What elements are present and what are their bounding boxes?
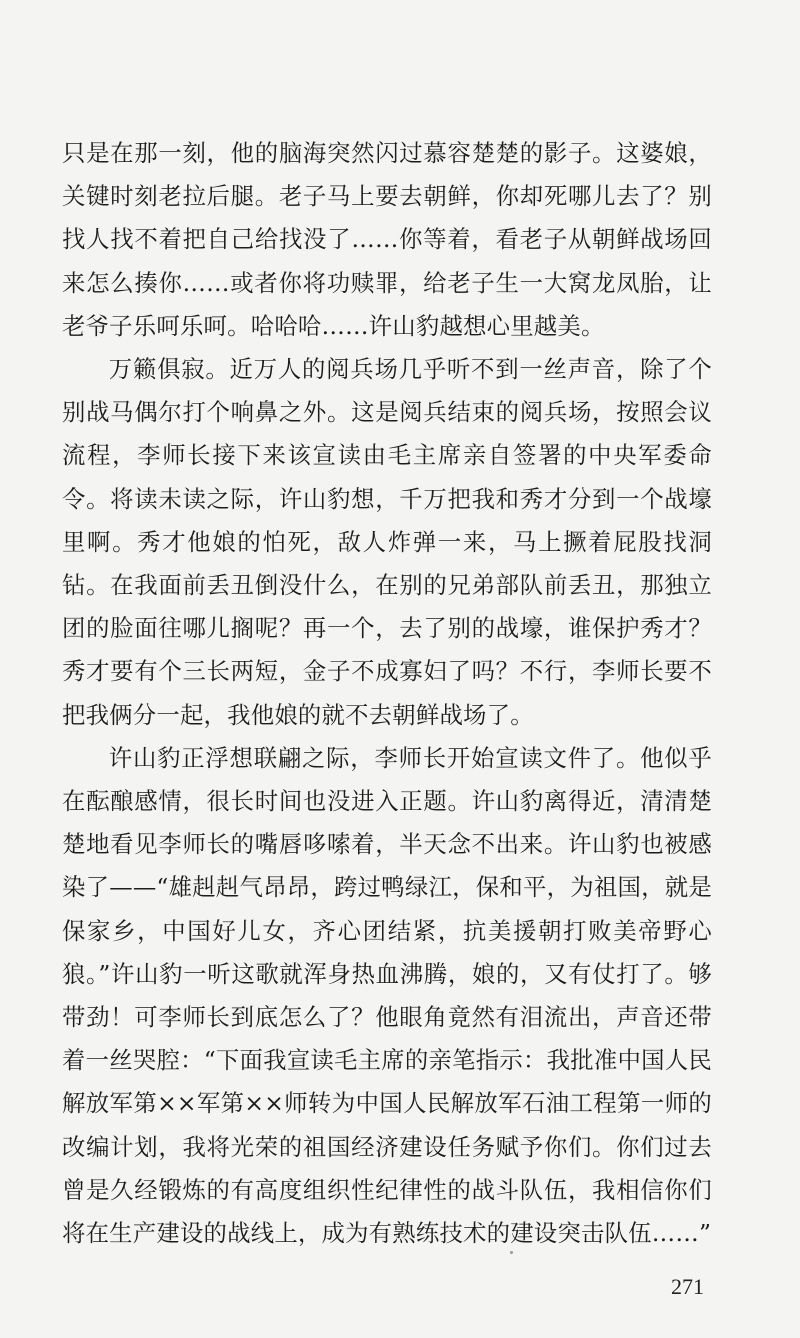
scan-speck [510, 1251, 513, 1254]
page-number: 271 [671, 1274, 704, 1299]
paragraph-1: 只是在那一刻，他的脑海突然闪过慕容楚楚的影子。这婆娘，关键时刻老拉后腿。老子马上要去朝鲜，你却死哪儿去了？别找人找不着把自己给找没了……你等着，看老子从朝鲜战场回来怎么揍你……或者你将功赎罪，给老子生一大窝龙凤胎，让老爷子乐呵乐呵。哈哈哈……许山豹越想心里越美。 [62, 139, 712, 340]
paragraph-2: 万籁俱寂。近万人的阅兵场几乎听不到一丝声音，除了个别战马偶尔打个响鼻之外。这是阅兵结束的阅兵场，按照会议流程，李师长接下来该宣读由毛主席亲自签署的中央军委命令。将读未读之际，许山豹想，千万把我和秀才分到一个战壕里啊。秀才他娘的怕死，敌人炸弹一来，马上撅着屁股找洞钻。在我面前丢丑倒没什么，在别的兄弟部队前丢丑，那独立团的脸面往哪儿搁呢？再一个，去了别的战壕，谁保护秀才？秀才要有个三长两短，金子不成寡妇了吗？不行，李师长要不把我俩分一起，我他娘的就不去朝鲜战场了。 [62, 355, 712, 729]
body-text [62, 132, 712, 1255]
paragraph-3: 许山豹正浮想联翩之际，李师长开始宣读文件了。他似乎在酝酿感情，很长时间也没进入正题。许山豹离得近，清清楚楚地看见李师长的嘴唇哆嗦着，半天念不出来。许山豹也被感染了——“雄赳赳气昂昂，跨过鸭绿江，保和平，为祖国，就是保家乡，中国好儿女，齐心团结紧，抗美援朝打败美帝野心狼。”许山豹一听这歌就浑身热血沸腾，娘的，又有仗打了。够带劲！可李师长到底怎么了？他眼角竟然有泪流出，声音还带着一丝哭腔：“下面我宣读毛主席的亲笔指示：我批准中国人民解放军第××军第××师转为中国人民解放军石油工程第一师的改编计划，我将光荣的祖国经济建设任务赋予你们。你们过去曾是久经锻炼的有高度组织性纪律性的战斗队伍，我相信你们将在生产建设的战线上，成为有熟练技术的建设突击队伍……” [62, 743, 712, 1248]
